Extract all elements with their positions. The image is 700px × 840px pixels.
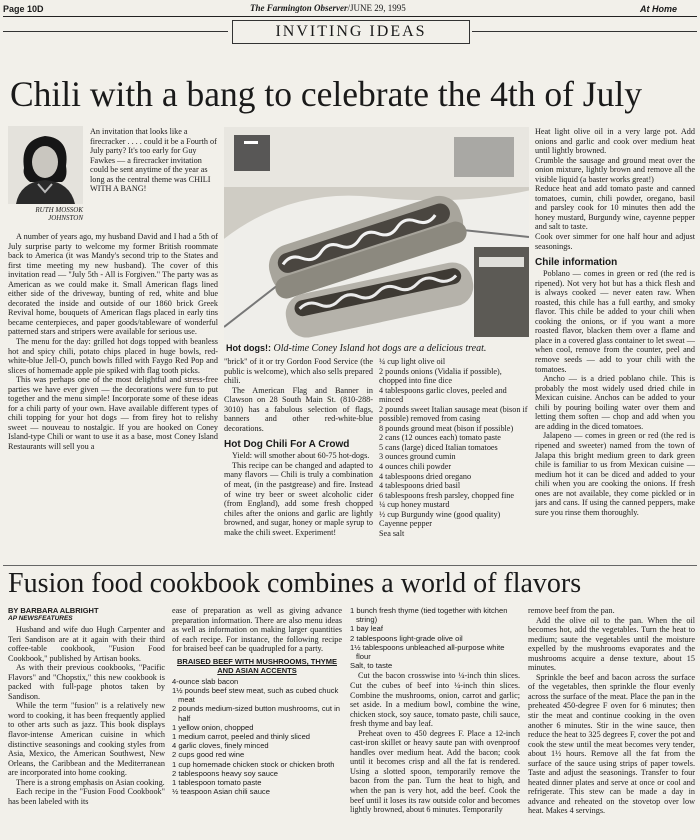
- ingredient-item: 4 tablespoons dried oregano: [379, 471, 472, 481]
- ingredient-item: Sea salt: [379, 528, 405, 538]
- masthead: [250, 3, 406, 13]
- date-separator: /: [347, 3, 351, 13]
- chile-info-paragraph: Ancho — is a dried poblano chile. This is probably the most widely used dried chile in Mexican cuisine. Anchos can be added to your chili by pouring boiling water over them and letting them soften — chop and add when you are adding in the diced tomatoes.: [535, 374, 695, 431]
- article1-column-2: [224, 357, 373, 562]
- section-banner-text: INVITING IDEAS: [275, 23, 427, 40]
- recipe-yield: Yield: will smother about 60-75 hot-dogs.: [232, 451, 370, 461]
- article2-paragraph: While the term "fusion" is a relatively new word to cooking, it has been frequently applied to other arts such as jazz. This book displays flavor-intense American cuisine in which distinctive seasonings and cooking styles from Asia, Mexico, the American Southwest, New Orleans, the Caribbean and the Mediterranean are incorporated into home cooking.: [8, 701, 165, 778]
- article2-paragraph: Husband and wife duo Hugh Carpenter and Teri Sandison are at it again with their third coffee-table cookbook, "Fusion Food Cookbook," published by Artisan books.: [8, 625, 165, 663]
- ingredient-item: 2 tablespoons light-grade olive oil: [350, 633, 463, 643]
- section-banner: [232, 20, 470, 44]
- ingredient-item: 4 ounces chili powder: [379, 462, 452, 472]
- ingredient-item: 4-ounce slab bacon: [172, 676, 239, 686]
- author-photo: [8, 126, 83, 204]
- article1-column-4: [535, 127, 695, 562]
- photo-caption-label: Hot dogs!:: [226, 343, 271, 353]
- article2-ingredients-continued: [350, 606, 520, 670]
- ingredient-item: 6 tablespoons fresh parsley, chopped fine: [379, 490, 514, 500]
- section-banner-line-right: [472, 31, 697, 32]
- ingredient-item: ¼ cup honey mustard: [379, 500, 450, 510]
- page-number: Page 10D: [3, 4, 44, 14]
- article1-paragraph: The American Flag and Banner in Clawson on 28 South Main St. (810-288-3010) has a fabulous selection of flags, banners and other red-white-blue decorations.: [224, 385, 373, 433]
- hot-dog-photo: [224, 127, 529, 340]
- ingredient-item: 4 tablespoons dried basil: [379, 481, 461, 491]
- ingredient-item: ½ cup Burgundy wine (good quality): [379, 509, 501, 519]
- article1-column-1-intro: [90, 127, 218, 231]
- article1-paragraph: Cook over simmer for one half hour and adjust seasonings.: [535, 232, 695, 251]
- article-divider: [3, 565, 697, 566]
- article2-paragraph: Sprinkle the beef and bacon across the surface of the vegetables, then sprinkle the flour evenly across the surface of the meat. Place the pan in the preheated 450-degree F oven for 6 minutes; then stir the meat and continue cooking in the oven another 6 minutes. Stir in the wine sauce, then reduce the heat to 325 degrees F, cover the pot and cook the stew until the meat becomes very tender, about 1½ hours. Remove all the fat from the surface of the sauce using strips of paper towels. Taste and adjust the seasonings. Transfer to four heated dinner plates and serve at once or cool and refrigerate. This stew can be made a day in advance and reheated on the stovetop over low heat. Makes 4 servings.: [528, 672, 695, 816]
- article2-headline: Fusion food cookbook combines a world of flavors: [8, 568, 582, 599]
- article1-paragraph: This was perhaps one of the most delightful and stress-free parties we have ever given — the decorations were fun to put together and the menu simple! Incorporate some of these ideas for a chili party of your own. Have available different types of chili topping for your hot dogs — from firey hot to relishy sweet — nouveau to nostalgic. If you are hooked on Coney Island-type Chili or want to use it as a base, most Coney Island Restaurants will sell you a: [8, 375, 218, 452]
- article2-paragraph: ease of preparation as well as giving advance preparation information. There are also menu ideas as well as information on making larger quantities of each recipe. For instance, the following recipe for braised beef can be quadrupled for a party.: [172, 606, 342, 654]
- article2-column-4: [528, 606, 695, 838]
- chile-info-heading: Chile information: [535, 257, 618, 269]
- ingredient-item: 2 tablespoons heavy soy sauce: [172, 768, 278, 778]
- author-name: RUTH MOSSOK JOHNSTON: [35, 206, 83, 222]
- ingredient-item: Cayenne pepper: [379, 519, 432, 529]
- article2-paragraph: As with their previous cookbooks, "Pacific Flavors" and "Chopstix," this new cookbook is packed with full-page photos taken by Sandison.: [8, 663, 165, 701]
- ingredient-item: 1 yellow onion, chopped: [172, 722, 254, 732]
- section-banner-line-left: [3, 31, 228, 32]
- article2-ingredients: [172, 677, 342, 797]
- article2-recipe-title: BRAISED BEEF WITH MUSHROOMS, THYME AND ASIAN ACCENTS: [176, 656, 337, 675]
- recipe-title: Hot Dog Chili For A Crowd: [224, 439, 350, 451]
- ingredient-item: 1 medium carrot, peeled and thinly sliced: [172, 731, 311, 741]
- article2-paragraph: Cut the bacon crosswise into ¼-inch thin slices. Cut the cubes of beef into ¼-inch thin slices. Combine the mushrooms, onion, carrot and garlic; set aside. In a medium bowl, combine the wine, chicken stock, soy sauce, tomato paste, chili sauce, fresh thyme and bay leaf.: [350, 671, 520, 729]
- ingredient-item: ¼ cup light olive oil: [379, 357, 446, 366]
- ingredient-item: Salt, to taste: [350, 661, 393, 671]
- article1-paragraph: "brick" of it or try Gordon Food Service (the public is welcome), which also sells prepared chili.: [224, 357, 373, 386]
- ingredient-item: 1 bay leaf: [350, 624, 383, 634]
- byline: BY BARBARA ALBRIGHT: [8, 606, 99, 615]
- issue-date: JUNE 29, 1995: [350, 3, 406, 13]
- chile-info-paragraph: Jalapeno — comes in green or red (the red is ripened and sweeter) named from the town of Jalapa this bright medium green to dark green chile is familiar to us from Mexican cuisine — medium hot it can be diced and added to your chili when you are cooking the onions. If fresh ones are not available, they come pickled or in jars and cans. If using the canned peppers, make sure you rinse them thoroughly.: [535, 431, 695, 517]
- ingredient-item: 2 pounds onions (Vidalia if possible), chopped into fine dice: [379, 366, 502, 386]
- article2-paragraph: Each recipe in the "Fusion Food Cookbook" has been labeled with its: [8, 787, 165, 806]
- article2-paragraph: Add the olive oil to the pan. When the oil becomes hot, add the vegetables. Turn the heat to medium; saute the vegetables until the moisture expelled by the mushrooms evaporates and the mushrooms acquire a dense texture, about 15 minutes.: [528, 615, 695, 673]
- article1-paragraph: Reduce heat and add tomato paste and canned tomatoes, cumin, chili powder, oregano, basil and parsley cook for 10 minutes then add the honey mustard, Burgundy wine, cayenne pepper and salt to taste.: [535, 184, 695, 232]
- ingredient-item: 1½ pounds beef stew meat, such as cubed chuck meat: [172, 685, 339, 705]
- photo-caption: [226, 343, 531, 354]
- header-rule: [3, 16, 697, 17]
- article1-paragraph: A number of years ago, my husband David and I had a 5th of July surprise party to welcome my former British roommate back to America (it was Mandy's second trip to the States and first time meeting my new husband). The cover of this invitation read — "July 5th - All is Forgiven." The party was as American as we could make it. Small American flags lined either side of the driveway, bunting of red, white and blue decorated the inside and outside of our 1860 brick Greek Revival home, bouquets of American flags placed in early tins became centerpieces, and paper goods/tableware of wonderful patterned stars and stripers were available for serious use.: [8, 232, 218, 337]
- ingredient-item: 1 bunch fresh thyme (tied together with kitchen string): [350, 606, 508, 625]
- article2-paragraph: remove beef from the pan.: [528, 606, 615, 615]
- ingredient-item: 2 cans (12 ounces each) tomato paste: [379, 433, 501, 443]
- ingredient-item: 2 cups good red wine: [172, 750, 245, 760]
- recipe-intro: This recipe can be changed and adapted to many flavors — Chili is truly a combination of meat, (in the pastgrease) and fire. Instead of wine try beer or sweet alcoholic cider (from England), add some fresh chopped chiles after the onions and garlic are lightly browned, and sugar, honey or maple syrup to make the chili sweet. Experiment!: [224, 460, 373, 537]
- ingredient-item: ½ teaspoon Asian chili sauce: [172, 787, 270, 797]
- section-label: At Home: [640, 4, 678, 14]
- ingredient-item: 8 pounds ground meat (bison if possible): [379, 423, 514, 433]
- article2-column-2: [172, 606, 342, 838]
- article2-paragraph: Preheat oven to 450 degrees F. Place a 12-inch cast-iron skillet or heavy saute pan with ovenproof handles over medium heat. Add the bacon; cook until it becomes crisp and all the fat is rendered. Using a slotted spoon, temporarily remove the bacon from the pan. Turn the heat to high, and when the pan is very hot, add the beef. Cook the beef until it loses its raw outside color and becomes lightly browned, about 6 minutes. Temporarily: [350, 728, 520, 815]
- article1-intro-paragraph: An invitation that looks like a firecracker . . . . could it be a Fourth of July party? It's too early for Guy Fawkes — a firecracker invitation could be sent anytime of the year as long as the central theme was CHILI WITH A BANG!: [90, 127, 217, 194]
- ingredient-item: 4 tablespoons garlic cloves, peeled and minced: [379, 385, 507, 405]
- article1-column-1: [8, 232, 218, 562]
- article1-headline: Chili with a bang to celebrate the 4th of July: [10, 74, 642, 114]
- article1-paragraph: Heat light olive oil in a very large pot. Add onions and garlic and cook over medium heat until lightly browned.: [535, 127, 695, 156]
- article2-paragraph: There is a strong emphasis on Asian cooking.: [16, 777, 165, 787]
- article1-paragraph: The menu for the day: grilled hot dogs topped with beanless hot and spicy chili, potato chips placed in huge bowls, red-white-blue Jell-O, punch bowls filled with Faygo Red Pop and slices of homemade apple pie spiked with flag tooth picks.: [8, 337, 218, 375]
- ingredient-item: 2 pounds medium-sized button mushrooms, cut in half: [172, 704, 340, 723]
- ingredient-item: 1 cup homemade chicken stock or chicken broth: [172, 759, 335, 769]
- ingredient-item: 1 tablespoon tomato paste: [172, 777, 262, 787]
- chile-info-paragraph: Poblano — comes in green or red (the red is ripened). Not very hot but has a thick flesh and is always cooked — never eaten raw. When roasted, this chile has a full earthy, and smoky flavor. This chile be added to your chili when cooking the onions, or if you want a more roasted flavor, blacken them over a flame and place in a covered glass container to let sweat — when cool, remove from the counter, peel and remove seeds — add to your chili with the tomatoes.: [535, 269, 695, 374]
- article2-column-3: [350, 606, 520, 838]
- article1-ingredients: [379, 357, 529, 562]
- ingredient-item: 4 garlic cloves, finely minced: [172, 741, 269, 751]
- ingredient-item: 2 pounds sweet Italian sausage meat (bison if possible) removed from casing: [379, 404, 528, 424]
- photo-caption-text: Old-time Coney Island hot dogs are a delicious treat.: [273, 343, 487, 354]
- ingredient-item: 3 ounces ground cumin: [379, 452, 456, 462]
- article1-paragraph: Crumble the sausage and ground meat over the onion mixture, lightly brown and remove all the visible liquid (a baster works great!): [535, 155, 695, 184]
- paper-name: The Farmington Observer: [250, 3, 348, 13]
- ingredient-item: 1½ tablespoons unbleached all-purpose white flour: [350, 642, 505, 662]
- ingredient-item: 5 cans (large) diced Italian tomatoes: [379, 442, 498, 452]
- article2-column-1: [8, 606, 165, 838]
- byline-agency: AP NEWSFEATURES: [8, 615, 73, 622]
